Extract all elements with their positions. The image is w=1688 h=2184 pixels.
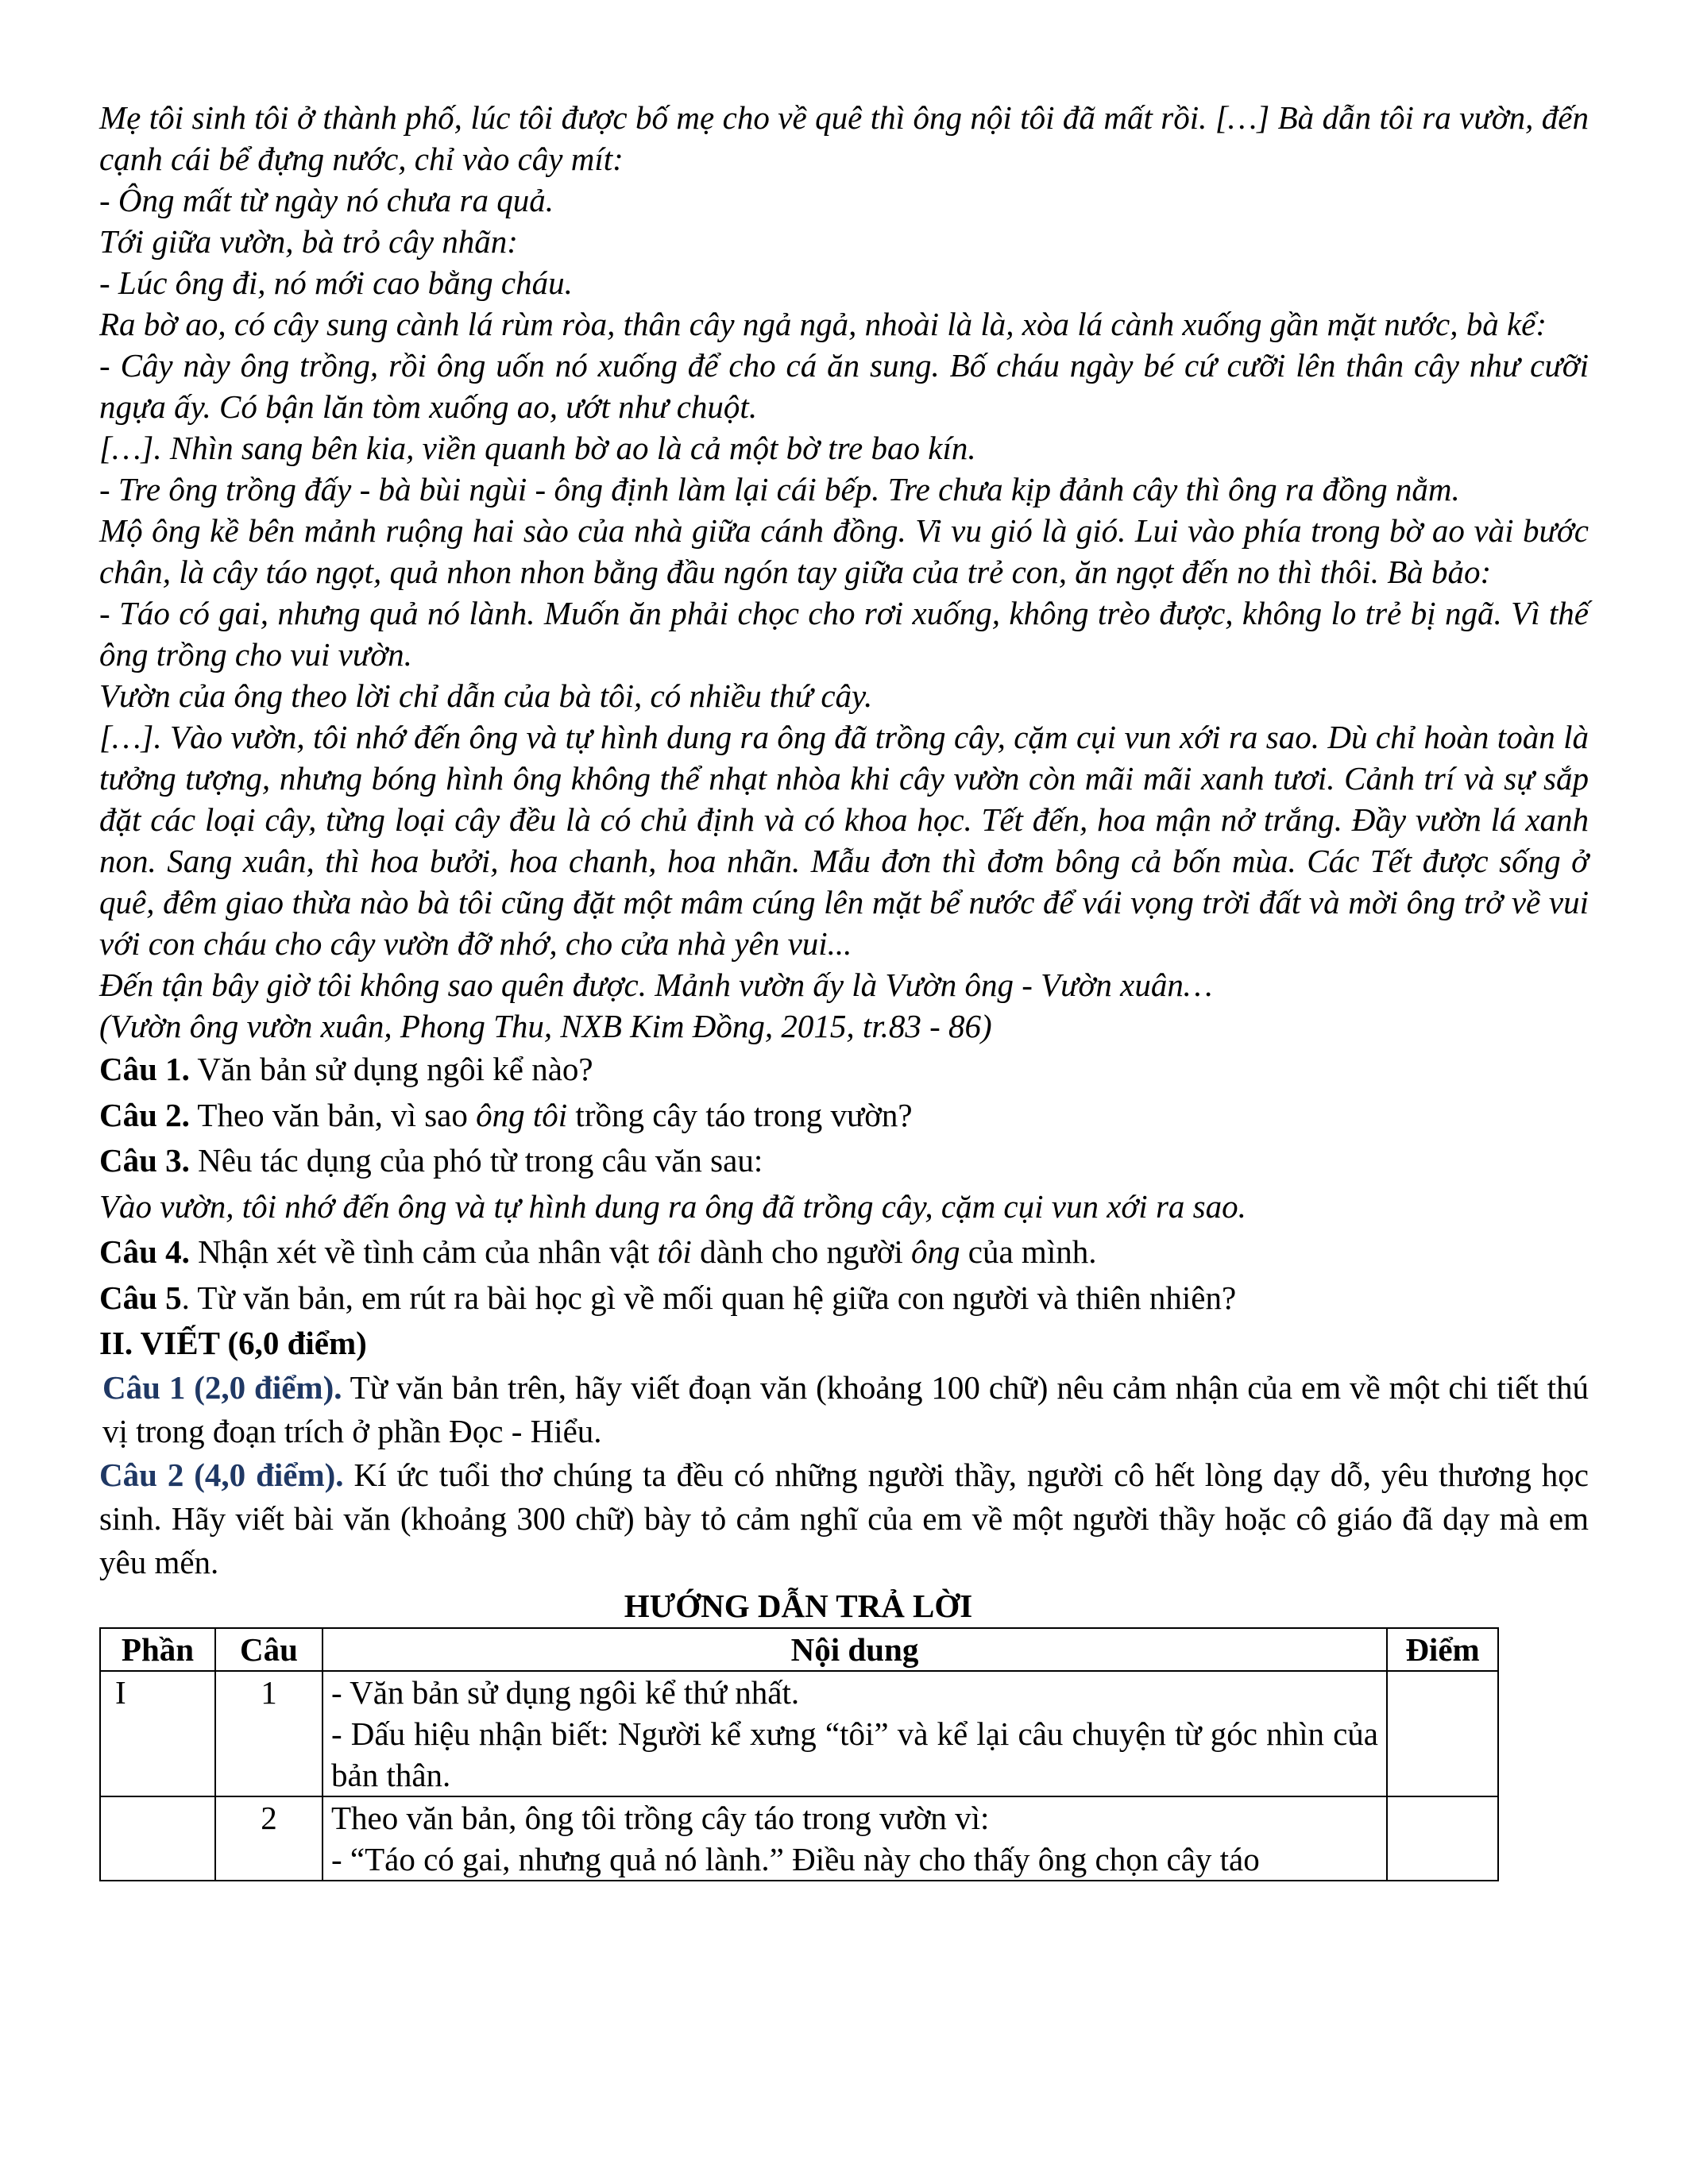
header-score: Điểm <box>1387 1628 1498 1671</box>
question-label: Câu 2 (4,0 điểm). <box>99 1457 344 1493</box>
question-label: Câu 2. <box>99 1096 190 1133</box>
cell-content <box>323 1796 1387 1881</box>
passage-paragraph: - Ông mất từ ngày nó chưa ra quả. <box>99 182 554 218</box>
question-text: Văn bản sử dụng ngôi kể nào? <box>189 1051 593 1087</box>
reading-passage <box>99 97 1589 1047</box>
question-2 <box>99 1093 1589 1139</box>
question-label: Câu 4. <box>99 1233 190 1270</box>
content-line: - Văn bản sử dụng ngôi kể thứ nhất. <box>331 1674 800 1711</box>
table-header-row <box>100 1628 1498 1671</box>
writing-question-2 <box>99 1453 1589 1584</box>
passage-paragraph: Đến tận bây giờ tôi không sao quên được. Mảnh vườn ấy là Vườn ông - Vườn xuân… <box>99 967 1213 1003</box>
content-line: Theo văn bản, ông tôi trồng cây táo trong vườn vì: <box>331 1800 990 1836</box>
cell-content <box>323 1671 1387 1796</box>
cell-question: 2 <box>215 1796 323 1881</box>
cell-question: 1 <box>215 1671 323 1796</box>
passage-paragraph: - Tre ông trồng đấy - bà bùi ngùi - ông định làm lại cái bếp. Tre chưa kịp đảnh cây thì ông ra đồng nằm. <box>99 471 1460 507</box>
table-row <box>100 1796 1498 1881</box>
question-text: dành cho người <box>691 1233 912 1270</box>
passage-paragraph: […]. Nhìn sang bên kia, viền quanh bờ ao là cả một bờ tre bao kín. <box>99 430 976 466</box>
cell-part <box>100 1796 215 1881</box>
question-3-sentence: Vào vườn, tôi nhớ đến ông và tự hình dung ra ông đã trồng cây, cặm cụi vun xới ra sao. <box>99 1187 1246 1225</box>
passage-paragraph: - Lúc ông đi, nó mới cao bằng cháu. <box>99 264 573 301</box>
question-3 <box>99 1138 1589 1184</box>
question-4 <box>99 1229 1589 1275</box>
table-row <box>100 1671 1498 1796</box>
content-line: - “Táo có gai, nhưng quả nó lành.” Điều này cho thấy ông chọn cây táo <box>331 1841 1260 1877</box>
question-text: Kí ức tuổi thơ chúng ta đều có những người thầy, người cô hết lòng dạy dỗ, yêu thương học sinh. Hãy viết bài văn (khoảng 300 chữ) bày tỏ cảm nghĩ của em về một người thầy hoặc cô giáo đã dạy mà em yêu mến. <box>99 1457 1589 1580</box>
question-1 <box>99 1047 1589 1093</box>
question-text: trồng cây táo trong vườn? <box>567 1096 913 1133</box>
question-text: Theo văn bản, vì sao <box>189 1096 477 1133</box>
header-part: Phần <box>100 1628 215 1671</box>
question-5 <box>99 1275 1589 1322</box>
passage-paragraph: - Cây này ông trồng, rồi ông uốn nó xuống để cho cá ăn sung. Bố cháu ngày bé cứ cưỡi lên thân cây như cưỡi ngựa ấy. Có bận lăn tòm xuống ao, ướt như chuột. <box>99 347 1589 425</box>
question-text-italic: ông tôi <box>476 1096 568 1133</box>
question-label: Câu 3. <box>99 1142 190 1179</box>
writing-question-1 <box>99 1366 1589 1453</box>
cell-score <box>1387 1796 1498 1881</box>
header-content: Nội dung <box>323 1628 1387 1671</box>
passage-paragraph: Mộ ông kề bên mảnh ruộng hai sào của nhà giữa cánh đồng. Vi vu gió là gió. Lui vào phía trong bờ ao vài bước chân, là cây táo ngọt, quả nhon nhon bằng đầu ngón tay giữa của trẻ con, ăn ngọt đến no thì thôi. Bà bảo: <box>99 512 1589 590</box>
question-text-italic: tôi <box>657 1233 692 1270</box>
question-text: của mình. <box>960 1233 1097 1270</box>
passage-source: (Vườn ông vườn xuân, Phong Thu, NXB Kim Đồng, 2015, tr.83 - 86) <box>99 1008 992 1044</box>
passage-paragraph: Tới giữa vườn, bà trỏ cây nhãn: <box>99 223 518 260</box>
cell-part: I <box>100 1671 215 1796</box>
question-label: Câu 1 (2,0 điểm). <box>102 1369 342 1406</box>
writing-section-title: II. VIẾT (6,0 điểm) <box>99 1325 367 1361</box>
question-text: Từ văn bản trên, hãy viết đoạn văn (khoảng 100 chữ) nêu cảm nhận của em về một chi tiết thú vị trong đoạn trích ở phần Đọc - Hiểu. <box>102 1369 1589 1449</box>
question-label: Câu 5 <box>99 1279 182 1316</box>
question-text: Nêu tác dụng của phó từ trong câu văn sau: <box>189 1142 763 1179</box>
header-question: Câu <box>215 1628 323 1671</box>
passage-paragraph: Ra bờ ao, có cây sung cành lá rùm ròa, thân cây ngả ngả, nhoài là là, xòa lá cành xuống gần mặt nước, bà kể: <box>99 306 1547 342</box>
reading-questions <box>99 1047 1589 1321</box>
answer-guide-title: HƯỚNG DẪN TRẢ LỜI <box>624 1588 973 1624</box>
passage-paragraph: - Táo có gai, nhưng quả nó lành. Muốn ăn phải chọc cho rơi xuống, không trèo được, không lo trẻ bị ngã. Vì thế ông trồng cho vui vườn. <box>99 595 1589 673</box>
question-text-italic: ông <box>911 1233 960 1270</box>
passage-paragraph: […]. Vào vườn, tôi nhớ đến ông và tự hình dung ra ông đã trồng cây, cặm cụi vun xới ra sao. Dù chỉ hoàn toàn là tưởng tượng, nhưng bóng hình ông không thể nhạt nhòa khi cây vườn còn mãi mãi xanh tươi. Cảnh trí và sự sắp đặt các loại cây, từng loại cây đều là có chủ định và có khoa học. Tết đến, hoa mận nở trắng. Đầy vườn lá xanh non. Sang xuân, thì hoa bưởi, hoa chanh, hoa nhãn. Mẫu đơn thì đơm bông cả bốn mùa. Các Tết được sống ở quê, đêm giao thừa nào bà tôi cũng đặt một mâm cúng lên mặt bể nước để vái vọng trời đất và mời ông trở về vui với con cháu cho cây vườn đỡ nhớ, cho cửa nhà yên vui... <box>99 719 1589 962</box>
content-line: - Dấu hiệu nhận biết: Người kể xưng “tôi” và kể lại câu chuyện từ góc nhìn của bản thân. <box>331 1715 1378 1793</box>
passage-paragraph: Vườn của ông theo lời chỉ dẫn của bà tôi, có nhiều thứ cây. <box>99 677 873 714</box>
answer-table <box>99 1627 1499 1881</box>
question-text: Nhận xét về tình cảm của nhân vật <box>189 1233 658 1270</box>
cell-score <box>1387 1671 1498 1796</box>
question-label: Câu 1. <box>99 1051 190 1087</box>
question-text: . Từ văn bản, em rút ra bài học gì về mối quan hệ giữa con người và thiên nhiên? <box>181 1279 1237 1316</box>
passage-paragraph: Mẹ tôi sinh tôi ở thành phố, lúc tôi được bố mẹ cho về quê thì ông nội tôi đã mất rồi. […] Bà dẫn tôi ra vườn, đến cạnh cái bể đựng nước, chỉ vào cây mít: <box>99 99 1589 177</box>
